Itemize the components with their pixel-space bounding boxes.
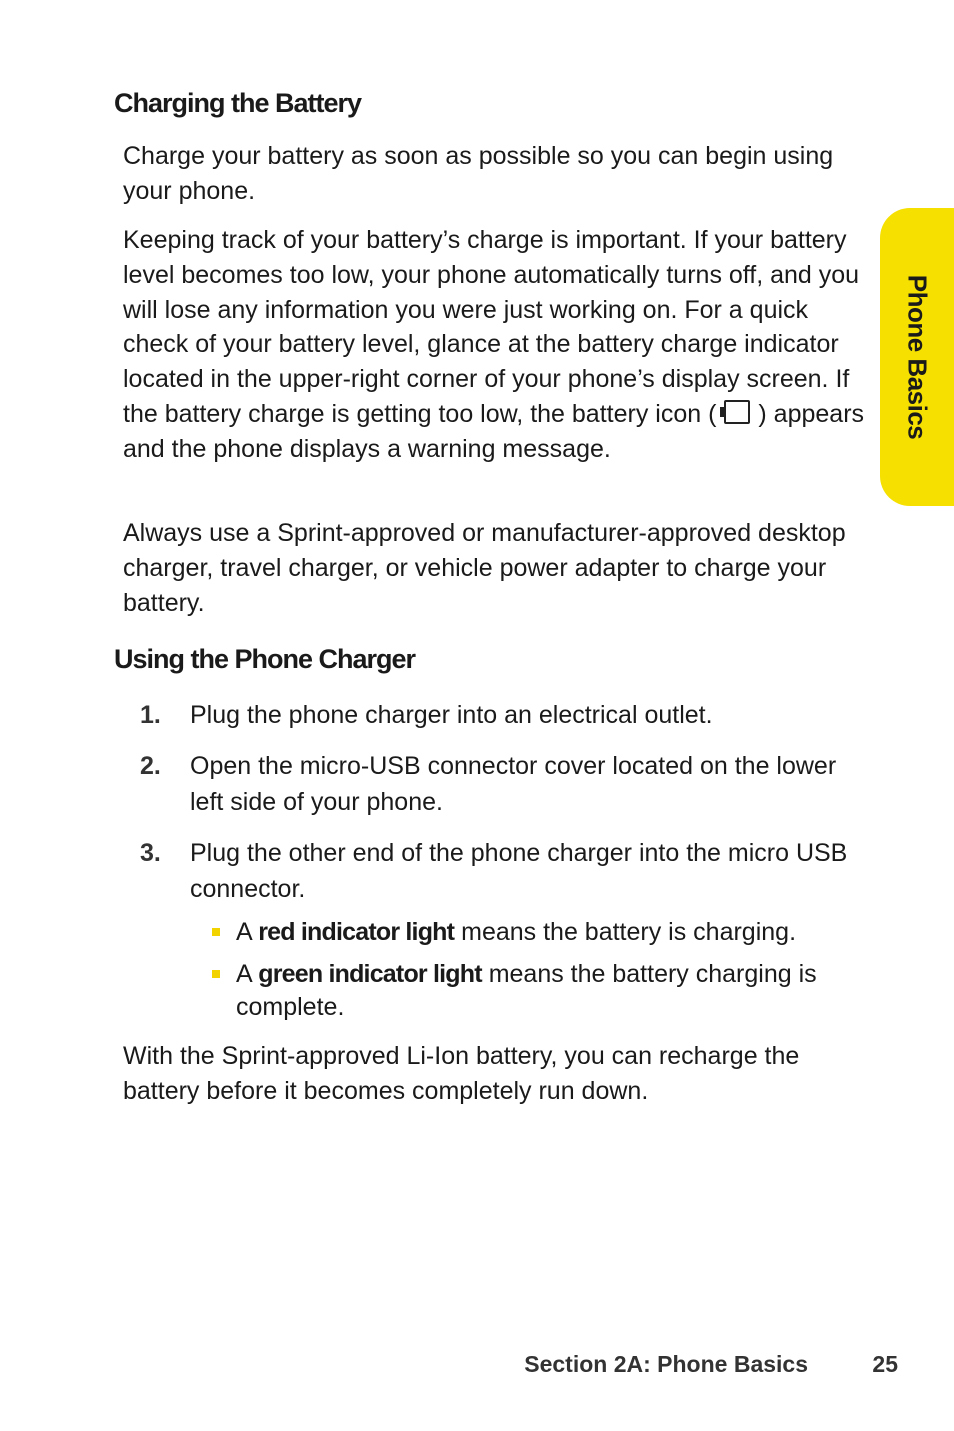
step-number: 1. — [140, 701, 161, 729]
step-text: Plug the phone charger into an electrical outlet. — [190, 701, 713, 729]
step-text: Plug the other end of the phone charger into the micro USB connector. — [190, 839, 848, 903]
paragraph-battery-tracking — [123, 223, 865, 467]
paragraph-battery-tracking-text: Keeping track of your battery’s charge is important. If your battery level becomes too low, your phone automatically turns off, and you will lose any information you were just working on. For a quick check of your battery level, glance at the battery charge indicator located in the upper-right corner of your phone’s display screen. If the battery charge is getting too low, the battery icon ( — [123, 226, 860, 428]
bullet-square-icon — [212, 928, 220, 936]
paragraph-li-ion: With the Sprint-approved Li-Ion battery, you can recharge the battery before it becomes completely run down. — [123, 1042, 800, 1105]
bullet-bold-term: green indicator light — [258, 960, 482, 988]
step-text: Open the micro-USB connector cover located on the lower left side of your phone. — [190, 752, 837, 816]
paragraph-battery-tracking-text-end: ) appears and the phone displays a warning message. — [123, 399, 865, 463]
bullet-square-icon — [212, 970, 220, 978]
side-tab-label: Phone Basics — [902, 274, 933, 440]
footer-section-title: Section 2A: Phone Basics — [524, 1351, 808, 1377]
bullet-prefix: A — [236, 960, 259, 988]
bullet-suffix: means the battery charging is complete. — [236, 960, 817, 1021]
heading-charging-battery: Charging the Battery — [114, 88, 362, 118]
bullet-text — [236, 916, 862, 949]
bullet-suffix: means the battery is charging. — [454, 918, 797, 946]
paragraph-charge-soon: Charge your battery as soon as possible so you can begin using your phone. — [123, 142, 834, 205]
heading-using-phone-charger: Using the Phone Charger — [114, 644, 416, 674]
bullet-bold-term: red indicator light — [258, 918, 455, 946]
battery-low-icon — [720, 400, 754, 426]
paragraph-approved-charger: Always use a Sprint-approved or manufacturer-approved desktop charger, travel charger, or vehicle power adapter to charge your battery. — [123, 519, 846, 617]
bullet-prefix: A — [236, 918, 259, 946]
page-number: 25 — [872, 1351, 898, 1377]
bullet-text — [236, 958, 862, 1024]
step-number: 2. — [140, 752, 161, 780]
step-number: 3. — [140, 839, 161, 867]
